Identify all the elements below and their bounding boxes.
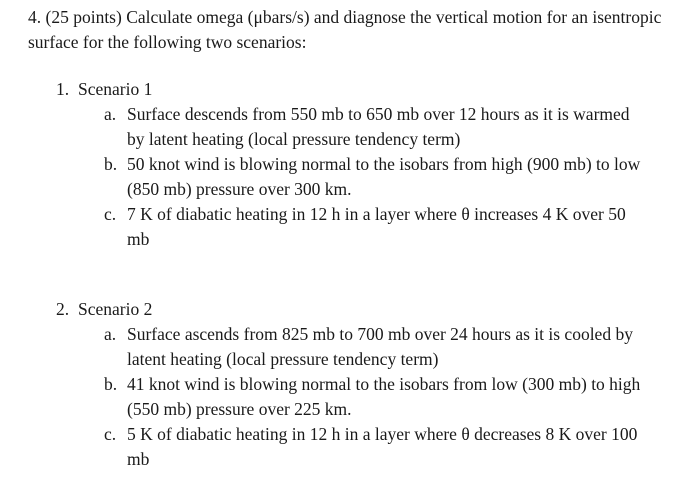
scenario-1-item-b — [0, 152, 700, 202]
item-letter: a. — [104, 104, 117, 124]
scenario-2-item-b — [0, 372, 700, 422]
item-text: Surface ascends from 825 mb to 700 mb over 24 hours as it is cooled by latent heating (local pressure tendency term) — [127, 324, 633, 369]
scenario-2-label: Scenario 2 — [78, 299, 153, 319]
item-text: 50 knot wind is blowing normal to the isobars from high (900 mb) to low (850 mb) pressure over 300 km. — [127, 154, 641, 199]
item-text: 41 knot wind is blowing normal to the isobars from low (300 mb) to high (550 mb) pressure over 225 km. — [127, 374, 641, 419]
item-letter: c. — [104, 204, 117, 224]
scenario-2-item-a — [0, 322, 700, 372]
item-letter: b. — [104, 154, 118, 174]
scenario-2-heading — [0, 297, 700, 322]
scenario-1 — [0, 77, 700, 252]
scenario-2 — [0, 297, 700, 472]
item-text: Surface descends from 550 mb to 650 mb over 12 hours as it is warmed by latent heating (local pressure tendency term) — [127, 104, 630, 149]
scenario-1-number: 1. — [56, 79, 70, 99]
scenario-1-item-c — [0, 202, 700, 252]
item-letter: a. — [104, 324, 117, 344]
scenario-2-item-c — [0, 422, 700, 472]
scenario-2-number: 2. — [56, 299, 70, 319]
question-prompt: 4. (25 points) Calculate omega (μbars/s) and diagnose the vertical motion for an isentropic surface for the following two scenarios: — [28, 7, 662, 52]
item-letter: b. — [104, 374, 118, 394]
scenario-1-label: Scenario 1 — [78, 79, 153, 99]
item-text: 7 K of diabatic heating in 12 h in a layer where θ increases 4 K over 50 mb — [127, 204, 626, 249]
scenario-1-heading — [0, 77, 700, 102]
item-letter: c. — [104, 424, 117, 444]
item-text: 5 K of diabatic heating in 12 h in a layer where θ decreases 8 K over 100 mb — [127, 424, 638, 469]
scenario-1-item-a — [0, 102, 700, 152]
